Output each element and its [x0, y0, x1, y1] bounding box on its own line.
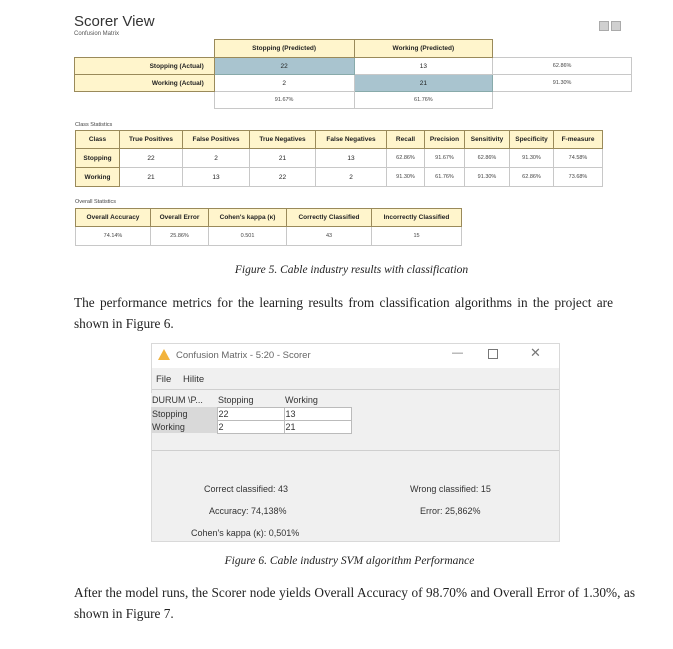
- overall-value: 74.14%: [76, 227, 151, 246]
- grid-cell[interactable]: 21: [284, 420, 351, 433]
- stat-cell: 62.86%: [510, 168, 554, 187]
- col-rate: 91.67%: [214, 92, 354, 109]
- col-header: False Negatives: [316, 131, 387, 149]
- cohens-kappa: Cohen's kappa (κ): 0,501%: [191, 528, 300, 538]
- stat-cell: 22: [250, 168, 316, 187]
- col-header: True Negatives: [250, 131, 316, 149]
- class-label: Working: [76, 168, 120, 187]
- class-label: Stopping: [76, 149, 120, 168]
- stat-cell: 13: [316, 149, 387, 168]
- confusion-matrix-table: [74, 39, 632, 109]
- stat-cell: 91.67%: [425, 149, 465, 168]
- col-header: Recall: [387, 131, 425, 149]
- col-header: Class: [76, 131, 120, 149]
- cm-cell: 22: [214, 58, 354, 75]
- col-header-stopping-predicted: Stopping (Predicted): [214, 40, 354, 58]
- grid-col-header-stopping[interactable]: Stopping: [217, 393, 284, 407]
- col-header: Overall Accuracy: [76, 209, 151, 227]
- col-header: Specificity: [510, 131, 554, 149]
- col-header: F-measure: [554, 131, 603, 149]
- col-header: Sensitivity: [465, 131, 510, 149]
- accuracy: Accuracy: 74,138%: [209, 506, 287, 516]
- cm-cell: 21: [354, 75, 493, 92]
- cm-cell: 2: [214, 75, 354, 92]
- menu-icon[interactable]: [611, 21, 621, 31]
- overall-statistics-table: [75, 208, 462, 246]
- stats-divider: [152, 450, 559, 451]
- row-rate: 91.30%: [493, 75, 632, 92]
- grid-row-header-working[interactable]: Working: [151, 420, 217, 433]
- view-controls[interactable]: [599, 18, 625, 30]
- col-header: False Positives: [183, 131, 250, 149]
- row-rate: 62.86%: [493, 58, 632, 75]
- class-statistics-table: [75, 130, 603, 187]
- stat-cell: 2: [183, 149, 250, 168]
- figure-5-caption: Figure 5. Cable industry results with classification: [234, 264, 469, 276]
- class-statistics-caption: Class Statistics: [75, 122, 113, 128]
- warning-icon: [158, 349, 170, 360]
- col-header: True Positives: [120, 131, 183, 149]
- menu-divider: [152, 389, 559, 390]
- stat-cell: 91.30%: [465, 168, 510, 187]
- col-header-working-predicted: Working (Predicted): [354, 40, 493, 58]
- body-paragraph-2: After the model runs, the Scorer node yields Overall Accuracy of 98.70% and Overall Error of 1.30%, as shown in Figure 7.: [74, 585, 635, 621]
- scorer-view-title: Scorer View: [74, 13, 155, 30]
- figure-6-caption: Figure 6. Cable industry SVM algorithm Performance: [224, 555, 475, 567]
- menu-hilite[interactable]: Hilite: [183, 374, 205, 385]
- grid-corner-header[interactable]: DURUM \P...: [151, 393, 217, 407]
- stat-cell: 91.30%: [510, 149, 554, 168]
- close-icon[interactable]: ✕: [530, 345, 541, 360]
- error: Error: 25,862%: [420, 506, 481, 516]
- minimize-icon[interactable]: —: [452, 347, 463, 359]
- stat-cell: 61.76%: [425, 168, 465, 187]
- overall-statistics-caption: Overall Statistics: [75, 199, 116, 205]
- col-header: Cohen's kappa (κ): [209, 209, 287, 227]
- grid-cell[interactable]: 22: [217, 407, 284, 420]
- overall-value: 25.86%: [151, 227, 209, 246]
- col-header: Correctly Classified: [287, 209, 372, 227]
- correct-classified: Correct classified: 43: [204, 484, 289, 494]
- window-confusion-grid: [151, 393, 352, 434]
- row-label-stopping-actual: Stopping (Actual): [75, 58, 215, 75]
- window-title: Confusion Matrix - 5:20 - Scorer: [176, 350, 311, 361]
- menu-file[interactable]: File: [156, 374, 172, 385]
- grid-row-header-stopping[interactable]: Stopping: [151, 407, 217, 420]
- stat-cell: 2: [316, 168, 387, 187]
- stat-cell: 62.86%: [387, 149, 425, 168]
- stat-cell: 73.68%: [554, 168, 603, 187]
- maximize-icon[interactable]: [488, 349, 498, 359]
- stat-cell: 21: [250, 149, 316, 168]
- col-rate: 61.76%: [354, 92, 493, 109]
- col-header: Overall Error: [151, 209, 209, 227]
- scorer-view-subtitle: Confusion Matrix: [74, 31, 120, 37]
- row-label-working-actual: Working (Actual): [75, 75, 215, 92]
- window-title-bar: [152, 344, 559, 368]
- grid-cell[interactable]: 13: [284, 407, 351, 420]
- col-header: Precision: [425, 131, 465, 149]
- body-paragraph-1: The performance metrics for the learning results from classification algorithms in the project are shown in Figure 6.: [74, 295, 613, 331]
- col-header: Incorrectly Classified: [372, 209, 462, 227]
- stat-cell: 91.30%: [387, 168, 425, 187]
- overall-value: 0.501: [209, 227, 287, 246]
- stat-cell: 62.86%: [465, 149, 510, 168]
- grid-col-header-working[interactable]: Working: [284, 393, 351, 407]
- stat-cell: 21: [120, 168, 183, 187]
- stat-cell: 13: [183, 168, 250, 187]
- overall-value: 15: [372, 227, 462, 246]
- expand-icon[interactable]: [599, 21, 609, 31]
- stat-cell: 22: [120, 149, 183, 168]
- confusion-matrix-window: [151, 343, 560, 542]
- overall-value: 43: [287, 227, 372, 246]
- stat-cell: 74.58%: [554, 149, 603, 168]
- grid-cell[interactable]: 2: [217, 420, 284, 433]
- cm-cell: 13: [354, 58, 493, 75]
- wrong-classified: Wrong classified: 15: [410, 484, 491, 494]
